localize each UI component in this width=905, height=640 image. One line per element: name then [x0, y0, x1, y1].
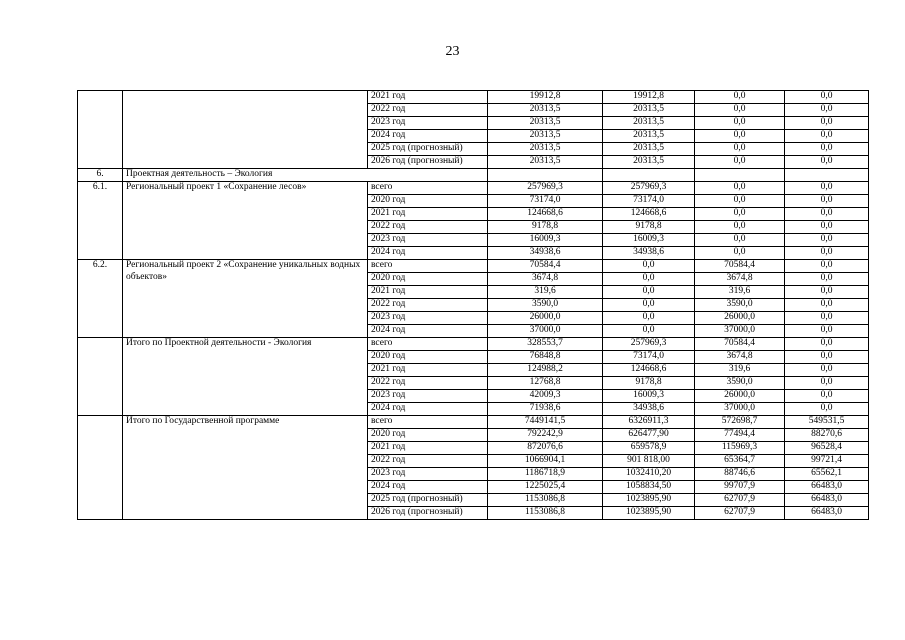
total-cell: 73174,0 [488, 195, 603, 208]
value-cell-3: 0,0 [785, 247, 869, 260]
value-cell-1: 19912,8 [603, 91, 695, 104]
value-cell-2: 319,6 [695, 364, 785, 377]
period-cell: всего [368, 416, 488, 429]
value-cell-3: 88270,6 [785, 429, 869, 442]
item-name: Региональный проект 2 «Сохранение уникальных водных объектов» [123, 260, 368, 338]
value-cell-1: 20313,5 [603, 156, 695, 169]
value-cell-2: 0,0 [695, 182, 785, 195]
value-cell-1: 1023895,90 [603, 507, 695, 520]
value-cell-2: 0,0 [695, 195, 785, 208]
total-cell: 42009,3 [488, 390, 603, 403]
value-cell-2: 70584,4 [695, 260, 785, 273]
total-cell: 1066904,1 [488, 455, 603, 468]
value-cell-2: 65364,7 [695, 455, 785, 468]
total-cell: 19912,8 [488, 91, 603, 104]
value-cell-2: 26000,0 [695, 390, 785, 403]
item-number [78, 416, 123, 520]
budget-table-body [78, 91, 869, 520]
value-cell-1: 901 818,00 [603, 455, 695, 468]
total-cell: 71938,6 [488, 403, 603, 416]
total-cell: 26000,0 [488, 312, 603, 325]
value-cell-3: 0,0 [785, 156, 869, 169]
total-cell: 1225025,4 [488, 481, 603, 494]
value-cell-3: 0,0 [785, 351, 869, 364]
value-cell-1: 20313,5 [603, 130, 695, 143]
value-cell-3: 66483,0 [785, 494, 869, 507]
total-cell: 70584,4 [488, 260, 603, 273]
value-cell-3: 0,0 [785, 312, 869, 325]
item-number: 6. [78, 169, 123, 182]
value-cell-3: 0,0 [785, 338, 869, 351]
item-name: Итого по Проектной деятельности - Экология [123, 338, 368, 416]
value-cell-1: 16009,3 [603, 390, 695, 403]
value-cell-3: 0,0 [785, 182, 869, 195]
total-cell: 37000,0 [488, 325, 603, 338]
value-cell-1: 257969,3 [603, 182, 695, 195]
value-cell-1: 0,0 [603, 260, 695, 273]
table-row [78, 260, 869, 273]
period-cell: 2021 год [368, 208, 488, 221]
period-cell: 2024 год [368, 247, 488, 260]
value-cell-2: 0,0 [695, 208, 785, 221]
total-cell: 124668,6 [488, 208, 603, 221]
value-cell-3: 66483,0 [785, 507, 869, 520]
item-number [78, 91, 123, 169]
table-row [78, 416, 869, 429]
value-cell-3: 0,0 [785, 273, 869, 286]
period-cell: 2022 год [368, 299, 488, 312]
total-cell: 328553,7 [488, 338, 603, 351]
value-cell-3: 0,0 [785, 377, 869, 390]
period-cell: всего [368, 182, 488, 195]
value-cell-1: 9178,8 [603, 221, 695, 234]
item-name [123, 91, 368, 169]
value-cell-2: 0,0 [695, 221, 785, 234]
period-cell: 2022 год [368, 455, 488, 468]
total-cell: 20313,5 [488, 143, 603, 156]
period-cell: 2021 год [368, 91, 488, 104]
period-cell: 2025 год (прогнозный) [368, 494, 488, 507]
value-cell-1: 1032410,20 [603, 468, 695, 481]
value-cell-2: 0,0 [695, 156, 785, 169]
total-cell: 34938,6 [488, 247, 603, 260]
item-number: 6.2. [78, 260, 123, 338]
value-cell-2: 3590,0 [695, 299, 785, 312]
total-cell: 12768,8 [488, 377, 603, 390]
section-title: Проектная деятельность – Экология [123, 169, 488, 182]
value-cell-2: 0,0 [695, 143, 785, 156]
value-cell-1: 73174,0 [603, 195, 695, 208]
period-cell: 2021 год [368, 286, 488, 299]
total-cell: 76848,8 [488, 351, 603, 364]
value-cell-3: 0,0 [785, 364, 869, 377]
period-cell: 2024 год [368, 130, 488, 143]
value-cell-3: 0,0 [785, 260, 869, 273]
total-cell: 1153086,8 [488, 494, 603, 507]
value-cell-1: 20313,5 [603, 104, 695, 117]
period-cell: 2021 год [368, 442, 488, 455]
value-cell-3: 0,0 [785, 234, 869, 247]
value-cell-2: 70584,4 [695, 338, 785, 351]
value-cell-2: 88746,6 [695, 468, 785, 481]
value-cell-2: 0,0 [695, 130, 785, 143]
total-cell: 124988,2 [488, 364, 603, 377]
total-cell: 319,6 [488, 286, 603, 299]
value-cell-1: 16009,3 [603, 234, 695, 247]
period-cell: 2024 год [368, 403, 488, 416]
period-cell: 2022 год [368, 104, 488, 117]
value-cell-3: 65562,1 [785, 468, 869, 481]
value-cell-2: 0,0 [695, 117, 785, 130]
total-cell: 257969,3 [488, 182, 603, 195]
value-cell-3: 0,0 [785, 221, 869, 234]
value-cell-1: 0,0 [603, 273, 695, 286]
total-cell: 3674,8 [488, 273, 603, 286]
value-cell-1: 124668,6 [603, 364, 695, 377]
value-cell-3: 0,0 [785, 286, 869, 299]
total-cell: 872076,6 [488, 442, 603, 455]
value-cell-1: 257969,3 [603, 338, 695, 351]
period-cell: 2020 год [368, 195, 488, 208]
value-cell-2: 0,0 [695, 247, 785, 260]
value-cell-3: 0,0 [785, 299, 869, 312]
value-cell-2: 0,0 [695, 104, 785, 117]
value-cell-1: 73174,0 [603, 351, 695, 364]
value-cell-3: 66483,0 [785, 481, 869, 494]
empty-cell [785, 169, 869, 182]
value-cell-1: 0,0 [603, 286, 695, 299]
period-cell: 2024 год [368, 325, 488, 338]
value-cell-1: 0,0 [603, 312, 695, 325]
total-cell: 3590,0 [488, 299, 603, 312]
period-cell: 2020 год [368, 273, 488, 286]
value-cell-3: 0,0 [785, 104, 869, 117]
value-cell-2: 0,0 [695, 91, 785, 104]
item-name: Региональный проект 1 «Сохранение лесов» [123, 182, 368, 260]
value-cell-3: 96528,4 [785, 442, 869, 455]
value-cell-3: 0,0 [785, 195, 869, 208]
value-cell-1: 20313,5 [603, 143, 695, 156]
value-cell-3: 0,0 [785, 390, 869, 403]
period-cell: всего [368, 338, 488, 351]
total-cell: 792242,9 [488, 429, 603, 442]
value-cell-1: 124668,6 [603, 208, 695, 221]
value-cell-1: 34938,6 [603, 403, 695, 416]
value-cell-2: 77494,4 [695, 429, 785, 442]
table-row [78, 338, 869, 351]
period-cell: 2024 год [368, 481, 488, 494]
value-cell-2: 37000,0 [695, 403, 785, 416]
value-cell-3: 0,0 [785, 403, 869, 416]
value-cell-2: 319,6 [695, 286, 785, 299]
period-cell: 2023 год [368, 312, 488, 325]
value-cell-1: 659578,9 [603, 442, 695, 455]
value-cell-3: 0,0 [785, 117, 869, 130]
value-cell-2: 62707,9 [695, 507, 785, 520]
period-cell: 2022 год [368, 221, 488, 234]
total-cell: 20313,5 [488, 117, 603, 130]
period-cell: 2020 год [368, 429, 488, 442]
value-cell-2: 115969,3 [695, 442, 785, 455]
empty-cell [603, 169, 695, 182]
value-cell-2: 3674,8 [695, 351, 785, 364]
item-name: Итого по Государственной программе [123, 416, 368, 520]
value-cell-1: 0,0 [603, 325, 695, 338]
period-cell: всего [368, 260, 488, 273]
value-cell-3: 99721,4 [785, 455, 869, 468]
value-cell-3: 549531,5 [785, 416, 869, 429]
empty-cell [488, 169, 603, 182]
period-cell: 2026 год (прогнозный) [368, 507, 488, 520]
budget-table [77, 90, 869, 520]
value-cell-2: 3590,0 [695, 377, 785, 390]
value-cell-3: 0,0 [785, 130, 869, 143]
item-number [78, 338, 123, 416]
period-cell: 2026 год (прогнозный) [368, 156, 488, 169]
period-cell: 2023 год [368, 468, 488, 481]
value-cell-2: 37000,0 [695, 325, 785, 338]
period-cell: 2022 год [368, 377, 488, 390]
value-cell-3: 0,0 [785, 143, 869, 156]
value-cell-3: 0,0 [785, 325, 869, 338]
value-cell-1: 0,0 [603, 299, 695, 312]
period-cell: 2023 год [368, 234, 488, 247]
table-row [78, 91, 869, 104]
total-cell: 1186718,9 [488, 468, 603, 481]
period-cell: 2023 год [368, 390, 488, 403]
value-cell-2: 0,0 [695, 234, 785, 247]
value-cell-3: 0,0 [785, 91, 869, 104]
value-cell-2: 3674,8 [695, 273, 785, 286]
period-cell: 2023 год [368, 117, 488, 130]
period-cell: 2025 год (прогнозный) [368, 143, 488, 156]
value-cell-1: 9178,8 [603, 377, 695, 390]
total-cell: 7449141,5 [488, 416, 603, 429]
value-cell-1: 1023895,90 [603, 494, 695, 507]
total-cell: 20313,5 [488, 130, 603, 143]
period-cell: 2021 год [368, 364, 488, 377]
total-cell: 16009,3 [488, 234, 603, 247]
value-cell-1: 1058834,50 [603, 481, 695, 494]
total-cell: 9178,8 [488, 221, 603, 234]
value-cell-1: 626477,90 [603, 429, 695, 442]
value-cell-2: 572698,7 [695, 416, 785, 429]
value-cell-2: 26000,0 [695, 312, 785, 325]
total-cell: 1153086,8 [488, 507, 603, 520]
value-cell-2: 99707,9 [695, 481, 785, 494]
table-row [78, 182, 869, 195]
item-number: 6.1. [78, 182, 123, 260]
value-cell-3: 0,0 [785, 208, 869, 221]
empty-cell [695, 169, 785, 182]
value-cell-1: 20313,5 [603, 117, 695, 130]
section-row [78, 169, 869, 182]
value-cell-2: 62707,9 [695, 494, 785, 507]
total-cell: 20313,5 [488, 156, 603, 169]
value-cell-1: 34938,6 [603, 247, 695, 260]
total-cell: 20313,5 [488, 104, 603, 117]
period-cell: 2020 год [368, 351, 488, 364]
value-cell-1: 6326911,3 [603, 416, 695, 429]
page-number: 23 [445, 44, 460, 59]
